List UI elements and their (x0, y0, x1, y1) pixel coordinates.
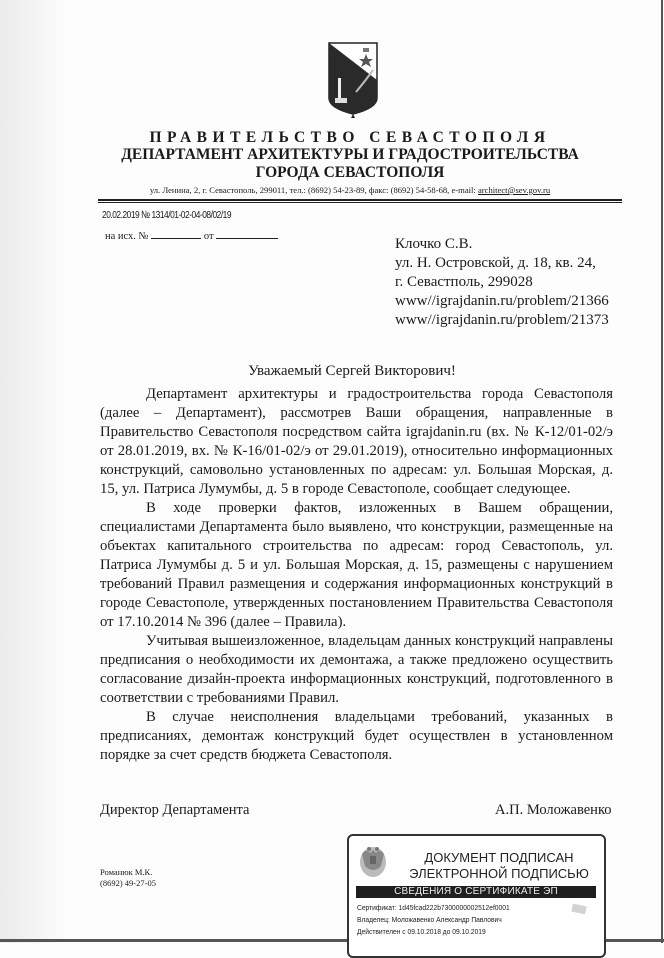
department-name-line1: ДЕПАРТАМЕНТ АРХИТЕКТУРЫ И ГРАДОСТРОИТЕЛЬСТВА (121, 146, 579, 163)
letter-body (100, 385, 613, 765)
addressee-city: г. Севастполь, 299028 (395, 274, 533, 290)
body-paragraph: Департамент архитектуры и градостроительства города Севастополя (далее – Департамент), рассмотрев Ваши обращения, направленные в Правительство Севастополя посредством сайта igrajdanin.ru (вх. № К-12/01-02/э от 28.01.2019, вх. № К-16/01-02/э от 29.01.2019), относительно информационных конструкций, самовольно установленных по адресам: ул. Большая Морская, д. 15, ул. Патриса Лумумбы, д. 5 в городе Севастополе, сообщает следующее. (100, 386, 613, 497)
stamp-owner: Владелец: Моложавенко Александр Павлович (357, 915, 502, 924)
addressee-link-2: www//igrajdanin.ru/problem/21373 (395, 312, 609, 328)
letterhead-rule-thin (98, 202, 622, 203)
executor-phone: (8692) 49-27-05 (100, 878, 156, 888)
stamp-certificate-id: Сертификат: 1d45fcad222b7300000002512ef0001 (357, 903, 510, 912)
reference-date-blank (216, 228, 278, 239)
government-name: ПРАВИТЕЛЬСТВО СЕВАСТОПОЛЯ (149, 129, 551, 146)
letterhead-rule (98, 199, 622, 201)
stamp-certificate-header: СВЕДЕНИЯ О СЕРТИФИКАТЕ ЭП (356, 886, 596, 898)
reference-from-label: от (203, 231, 214, 242)
stamp-title-line2: ЭЛЕКТРОННОЙ ПОДПИСЬЮ (409, 866, 589, 881)
stamp-validity: Действителен с 09.10.2018 до 09.10.2019 (357, 927, 486, 936)
department-contacts (100, 184, 600, 196)
reference-number-blank (151, 228, 201, 239)
body-paragraph: В случае неисполнения владельцами требований, указанных в предписаниях, демонтаж конструкций будет осуществлен в установленном порядке за счет средств бюджета Севастополя. (100, 709, 613, 763)
sevastopol-coat-of-arms-icon (326, 40, 380, 118)
executor-block (100, 867, 156, 889)
body-paragraph: В ходе проверки фактов, изложенных в Вашем обращении, специалистами Департамента было выявлено, что конструкции, размещенные на объектах капитального строительства по адресам: город Севастополь, ул. Патриса Лумумбы д. 5 и ул. Большая Морская, д. 15, размещены с нарушением требований Правил размещения и содержания информационных конструкций в городе Севастополе, утвержденных постановлением Правительства Севастополя от 17.10.2014 № 396 (далее – Правила). (100, 500, 613, 630)
department-address: ул. Ленина, 2, г. Севастополь, 299011, тел.: (8692) 54-23-89, факс: (8692) 54-58-68, e-mail: (149, 185, 478, 195)
reference-line (105, 228, 278, 242)
signer-title: Директор Департамента (100, 802, 250, 818)
reference-prefix: на исх. № (105, 231, 149, 242)
registration-number: 20.02.2019 № 1314/01-02-04-08/02/19 (102, 209, 232, 221)
body-paragraph: Учитывая вышеизложенное, владельцам данных конструкций направлены предписания о необходимости их демонтажа, а также предложено осуществить согласование дизайн-проекта информационных конструкций, подготовленного в соответствии с требованиями Правил. (100, 633, 613, 706)
department-name-line2: ГОРОДА СЕВАСТОПОЛЯ (255, 164, 445, 181)
addressee-link-1: www//igrajdanin.ru/problem/21366 (395, 293, 609, 309)
addressee-street: ул. Н. Островской, д. 18, кв. 24, (395, 255, 596, 271)
stamp-title (399, 850, 599, 882)
salutation: Уважаемый Сергей Викторович! (248, 363, 456, 379)
letterhead (100, 129, 600, 196)
signer-name: А.П. Моложавенко (495, 802, 612, 818)
executor-name: Романюк М.К. (100, 867, 153, 877)
scan-smudge (571, 904, 586, 915)
electronic-signature-stamp (347, 834, 606, 958)
addressee-block (395, 235, 609, 330)
stamp-title-line1: ДОКУМЕНТ ПОДПИСАН (424, 850, 574, 865)
russian-eagle-emblem-icon (357, 844, 389, 880)
stamp-details (357, 902, 510, 938)
department-email-link[interactable]: architect@sev.gov.ru (477, 185, 551, 195)
addressee-name: Клочко С.В. (395, 236, 473, 252)
scan-right-edge (661, 0, 663, 943)
scan-shadow (0, 0, 70, 943)
